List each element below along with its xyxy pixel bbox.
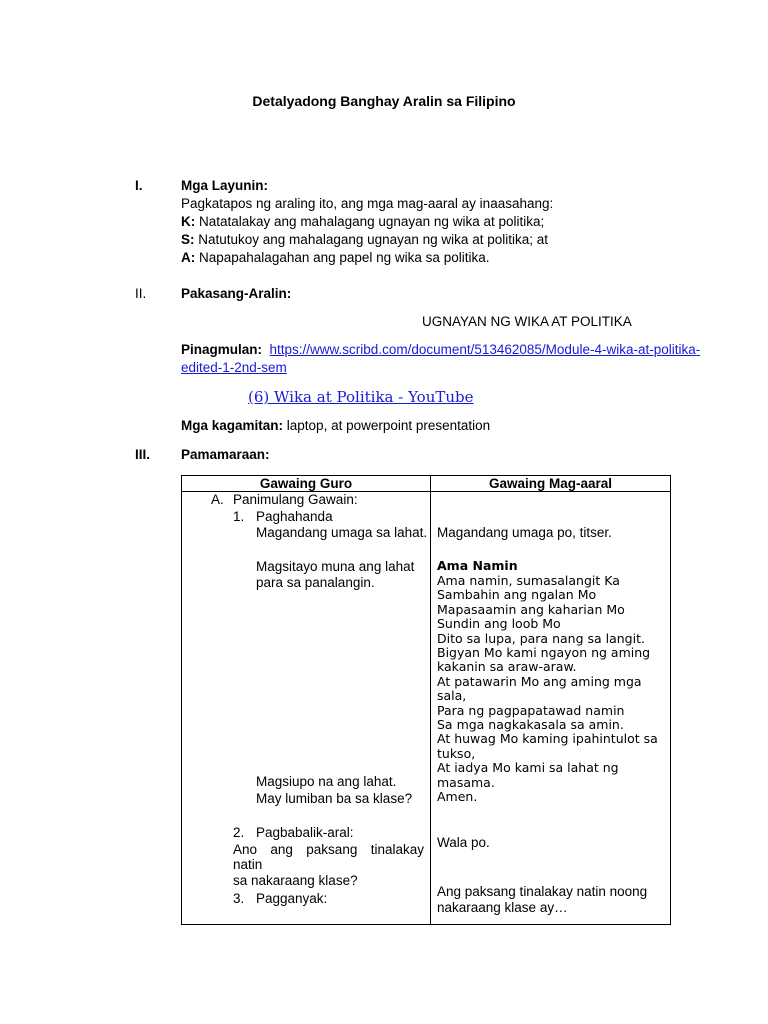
source-line	[181, 342, 700, 357]
materials-label: Mga kagamitan:	[181, 418, 284, 433]
section-2-numeral: II.	[135, 286, 147, 301]
prayer-line: Dito sa lupa, para nang sa langit.	[437, 630, 645, 646]
teacher-greeting: Magandang umaga sa lahat.	[256, 525, 428, 540]
teacher-stand-instruction	[256, 559, 424, 590]
prayer-line: Sambahin ang ngalan Mo	[437, 587, 597, 603]
objective-k-text: Natatalakay ang mahalagang ugnayan ng wika at politika;	[195, 214, 545, 229]
objective-s-label: S:	[181, 232, 195, 247]
stand-line-1: Magsitayo muna ang lahat	[256, 559, 415, 574]
teacher-column-header: Gawaing Guro	[182, 476, 431, 492]
review-line-2: sa nakaraang klase?	[233, 873, 358, 888]
objective-k	[181, 214, 544, 229]
source-link-continued[interactable]: edited-1-2nd-sem	[181, 360, 287, 375]
objective-k-label: K:	[181, 214, 196, 229]
prayer-line: At huwag Mo kaming ipahintulot sa	[437, 731, 658, 747]
student-review-reply: Wala po.	[437, 835, 490, 850]
student-column-header: Gawaing Mag-aaral	[431, 476, 671, 492]
step-2-text: Pagbabalik-aral:	[256, 825, 354, 840]
objective-a-label: A:	[181, 250, 196, 265]
teacher-cell	[182, 492, 431, 925]
document-title: Detalyadong Banghay Aralin sa Filipino	[252, 93, 516, 109]
prayer-line: Sundin ang loob Mo	[437, 616, 561, 632]
section-3-heading: Pamamaraan:	[181, 447, 270, 462]
objectives-intro: Pagkatapos ng araling ito, ang mga mag-aaral ay inaasahang:	[181, 196, 554, 211]
step-2-number: 2.	[233, 825, 245, 840]
student-greeting-reply: Magandang umaga po, titser.	[437, 525, 612, 540]
student-cell	[431, 492, 671, 925]
step-3-number: 3.	[233, 891, 245, 906]
section-3-numeral: III.	[135, 447, 151, 462]
procedure-table	[181, 475, 671, 925]
prayer-line: At iadya Mo kami sa lahat ng	[437, 760, 619, 776]
section-1-heading: Mga Layunin:	[181, 178, 268, 193]
step-1-number: 1.	[233, 509, 245, 524]
teacher-review-question	[233, 842, 424, 888]
objective-s-text: Natutukoy ang mahalagang ugnayan ng wika at politika; at	[194, 232, 548, 247]
prayer-line: kakanin sa araw-araw.	[437, 659, 577, 675]
motivation-line-2: nakaraang klase ay…	[437, 900, 568, 915]
prayer-line: Para ng pagpapatawad namin	[437, 702, 625, 718]
materials-text: laptop, at powerpoint presentation	[283, 418, 491, 433]
student-motivation-reply	[437, 884, 662, 915]
review-line-1: Ano ang paksang tinalakay natin	[233, 842, 424, 872]
objective-s	[181, 232, 548, 247]
prayer-line: Ama namin, sumasalangit Ka	[437, 573, 620, 588]
objective-a	[181, 250, 489, 265]
table-row	[182, 492, 671, 925]
section-1-numeral: I.	[135, 178, 143, 193]
prayer-line: masama.	[437, 774, 495, 790]
source-label: Pinagmulan:	[181, 342, 263, 357]
step-a-label: A.	[211, 492, 224, 507]
teacher-sit-instruction: Magsiupo na ang lahat.	[256, 774, 397, 789]
youtube-link[interactable]: (6) Wika at Politika - YouTube	[248, 388, 474, 406]
prayer-text	[437, 574, 662, 805]
prayer-line: Amen.	[437, 789, 478, 805]
lesson-topic: UGNAYAN NG WIKA AT POLITIKA	[422, 314, 632, 329]
section-2-heading: Pakasang-Aralin:	[181, 286, 292, 301]
prayer-line: sala,	[437, 688, 467, 704]
step-3-text: Pagganyak:	[256, 891, 328, 906]
prayer-line: Sa mga nagkakasala sa amin.	[437, 717, 624, 733]
step-1-text: Paghahanda	[256, 509, 333, 524]
prayer-line: Bigyan Mo kami ngayon ng aming	[437, 645, 651, 661]
prayer-line: At patawarin Mo ang aming mga	[437, 673, 642, 689]
materials-line	[181, 418, 490, 433]
step-a-text: Panimulang Gawain:	[233, 492, 358, 507]
motivation-line-1: Ang paksang tinalakay natin noong	[437, 884, 648, 899]
prayer-line: Mapasaamin ang kaharian Mo	[437, 601, 625, 617]
teacher-attendance-question: May lumiban ba sa klase?	[256, 791, 413, 806]
stand-line-2: para sa panalangin.	[256, 575, 375, 590]
prayer-title: Ama Namin	[437, 558, 518, 573]
objective-a-text: Napapahalagahan ang papel ng wika sa politika.	[195, 250, 490, 265]
table-header-row	[182, 476, 671, 492]
prayer-line: tukso,	[437, 745, 476, 761]
source-link[interactable]: https://www.scribd.com/document/513462085/Module-4-wika-at-politika-	[269, 342, 701, 357]
